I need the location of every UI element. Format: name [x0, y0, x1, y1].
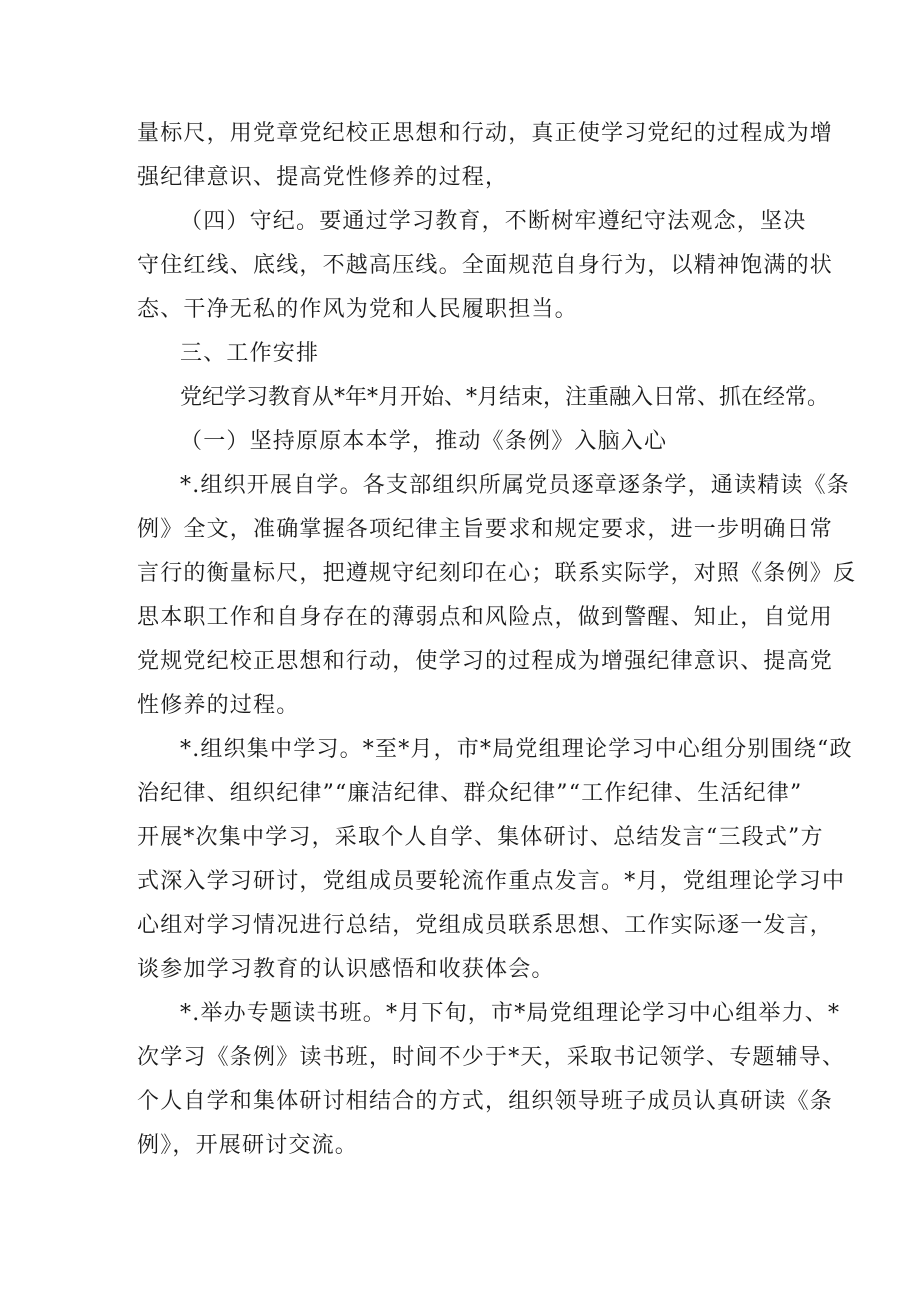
text-line: （四）守纪。要通过学习教育，不断树牢遵纪守法观念，坚决 — [180, 209, 807, 234]
text-line: *.举办专题读书班。*月下旬，市*局党组理论学习中心组举力、* — [180, 1001, 841, 1026]
text-line: *.组织开展自学。各支部组织所属党员逐章逐条学，通读精读《条 — [180, 473, 850, 498]
text-line: 开展*次集中学习，采取个人自学、集体研讨、总结发言“三段式”方 — [137, 825, 824, 850]
section-heading: 三、工作安排 — [180, 341, 320, 366]
text-line: 党规党纪校正思想和行动，使学习的过程成为增强纪律意识、提高党 — [137, 649, 834, 674]
text-line: 守住红线、底线，不越高压线。全面规范自身行为，以精神饱满的状 — [137, 253, 834, 278]
text-line: 治纪律、组织纪律”“廉洁纪律、群众纪律”“工作纪律、生活纪律” — [137, 781, 803, 806]
text-line: 性修养的过程。 — [137, 693, 300, 718]
text-line: 言行的衡量标尺，把遵规守纪刻印在心；联系实际学，对照《条例》反 — [137, 561, 857, 586]
text-line: 量标尺，用党章党纪校正思想和行动，真正使学习党纪的过程成为增 — [137, 121, 834, 146]
text-line: 个人自学和集体研讨相结合的方式，组织领导班子成员认真研读《条 — [137, 1089, 834, 1114]
text-line: 谈参加学习教育的认识感悟和收获体会。 — [137, 957, 555, 982]
text-line: 强纪律意识、提高党性修养的过程， — [137, 165, 509, 190]
text-line: 心组对学习情况进行总结，党组成员联系思想、工作实际逐一发言， — [137, 913, 834, 938]
text-line: 例》全文，准确掌握各项纪律主旨要求和规定要求，进一步明确日常 — [137, 517, 834, 542]
text-line: 例》，开展研讨交流。 — [137, 1133, 359, 1158]
text-line: *.组织集中学习。*至*月，市*局党组理论学习中心组分别围绕“政 — [180, 737, 853, 762]
text-line: 思本职工作和自身存在的薄弱点和风险点，做到警醒、知止，自觉用 — [137, 605, 834, 630]
text-line: 党纪学习教育从*年*月开始、*月结束，注重融入日常、抓在经常。 — [180, 385, 830, 410]
text-line: 次学习《条例》读书班，时间不少于*天，采取书记领学、专题辅导、 — [137, 1045, 846, 1070]
text-line: 态、干净无私的作风为党和人民履职担当。 — [137, 297, 578, 322]
subsection-heading: （一）坚持原原本本学，推动《条例》入脑入心 — [180, 429, 668, 454]
text-line: 式深入学习研讨，党组成员要轮流作重点发言。*月，党组理论学习中 — [137, 869, 846, 894]
